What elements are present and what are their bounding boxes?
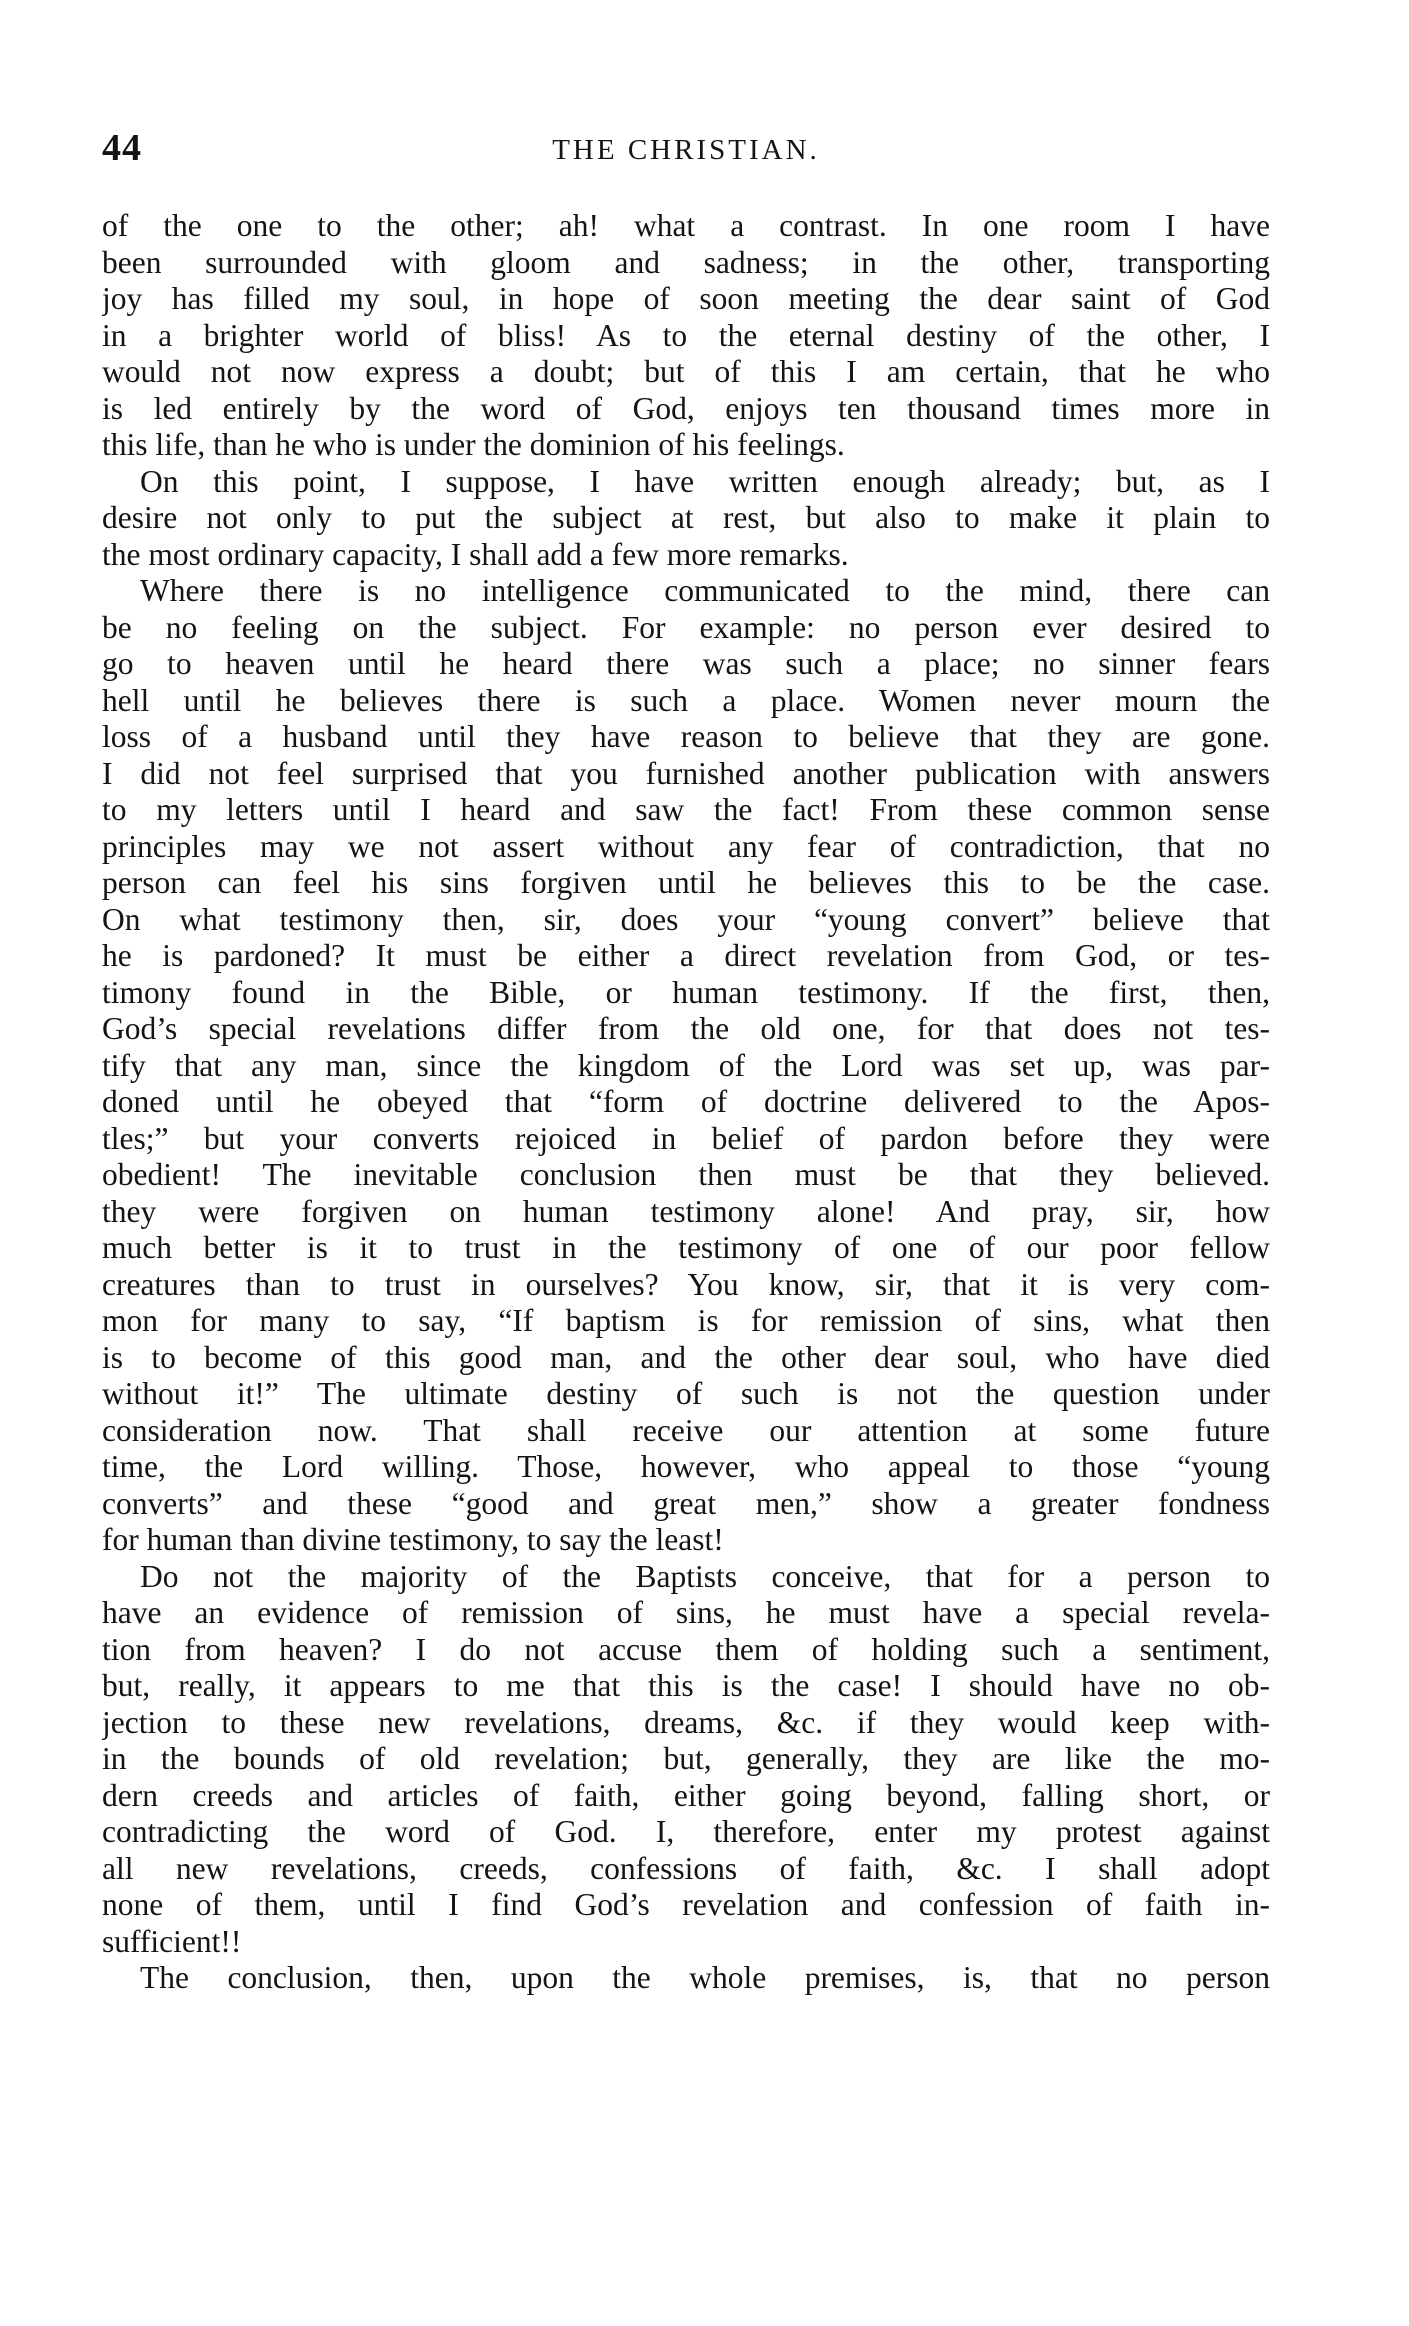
- paragraph-first-line: Do not the majority of the Baptists conceive, that for a person to: [140, 1558, 1270, 1594]
- text-line: hell until he believes there is such a place. Women never mourn the: [102, 682, 1270, 718]
- text-line: dern creeds and articles of faith, either going beyond, falling short, or: [102, 1777, 1270, 1813]
- body-text: [102, 208, 1270, 1997]
- text-line: he is pardoned? It must be either a direct revelation from God, or tes-: [102, 938, 1270, 973]
- text-line: sufficient!!: [102, 1923, 242, 1959]
- text-line: principles may we not assert without any fear of contradiction, that no: [102, 828, 1270, 864]
- paragraph-first-line: The conclusion, then, upon the whole premises, is, that no person: [140, 1960, 1270, 1995]
- text-line: the most ordinary capacity, I shall add a few more remarks.: [102, 536, 849, 572]
- text-line: but, really, it appears to me that this is the case! I should have no ob-: [102, 1668, 1270, 1703]
- text-line: doned until he obeyed that “form of doctrine delivered to the Apos-: [102, 1084, 1270, 1119]
- text-line: I did not feel surprised that you furnished another publication with answers: [102, 755, 1270, 791]
- text-line: time, the Lord willing. Those, however, who appeal to those “young: [102, 1449, 1270, 1484]
- text-line: this life, than he who is under the dominion of his feelings.: [102, 427, 845, 462]
- text-line: is to become of this good man, and the other dear soul, who have died: [102, 1339, 1270, 1375]
- text-line: tion from heaven? I do not accuse them of holding such a sentiment,: [102, 1631, 1270, 1667]
- text-line: go to heaven until he heard there was such a place; no sinner fears: [102, 646, 1270, 681]
- running-title: THE CHRISTIAN.: [552, 134, 820, 166]
- text-line: loss of a husband until they have reason to believe that they are gone.: [102, 719, 1270, 754]
- text-line: is led entirely by the word of God, enjoys ten thousand times more in: [102, 390, 1270, 426]
- text-line: would not now express a doubt; but of this I am certain, that he who: [102, 354, 1270, 389]
- text-line: obedient! The inevitable conclusion then must be that they believed.: [102, 1157, 1270, 1192]
- text-line: timony found in the Bible, or human testimony. If the first, then,: [102, 974, 1270, 1010]
- text-line: been surrounded with gloom and sadness; in the other, transporting: [102, 244, 1270, 280]
- text-line: joy has filled my soul, in hope of soon meeting the dear saint of God: [102, 281, 1270, 316]
- text-line: converts” and these “good and great men,” show a greater fondness: [102, 1485, 1270, 1521]
- page-header: [102, 126, 1270, 186]
- text-line: jection to these new revelations, dreams, &c. if they would keep with-: [102, 1704, 1270, 1740]
- text-line: all new revelations, creeds, confessions of faith, &c. I shall adopt: [102, 1850, 1270, 1886]
- paragraph-first-line: Where there is no intelligence communicated to the mind, there can: [140, 573, 1270, 608]
- text-line: contradicting the word of God. I, therefore, enter my protest against: [102, 1814, 1270, 1849]
- text-line: consideration now. That shall receive our attention at some future: [102, 1412, 1270, 1448]
- text-line: to my letters until I heard and saw the fact! From these common sense: [102, 792, 1270, 827]
- text-line: without it!” The ultimate destiny of such is not the question under: [102, 1376, 1270, 1411]
- text-line: for human than divine testimony, to say the least!: [102, 1522, 724, 1557]
- text-line: tles;” but your converts rejoiced in belief of pardon before they were: [102, 1120, 1270, 1156]
- text-line: have an evidence of remission of sins, he must have a special revela-: [102, 1595, 1270, 1630]
- text-line: in a brighter world of bliss! As to the eternal destiny of the other, I: [102, 317, 1270, 353]
- text-line: tify that any man, since the kingdom of the Lord was set up, was par-: [102, 1047, 1270, 1083]
- text-line: none of them, until I find God’s revelation and confession of faith in-: [102, 1887, 1270, 1922]
- text-line: much better is it to trust in the testimony of one of our poor fellow: [102, 1230, 1270, 1265]
- paragraph-first-line: On this point, I suppose, I have written enough already; but, as I: [140, 463, 1270, 499]
- text-line: in the bounds of old revelation; but, generally, they are like the mo-: [102, 1741, 1270, 1776]
- text-line: person can feel his sins forgiven until he believes this to be the case.: [102, 865, 1270, 900]
- text-line: mon for many to say, “If baptism is for remission of sins, what then: [102, 1303, 1270, 1338]
- text-line: desire not only to put the subject at rest, but also to make it plain to: [102, 500, 1270, 535]
- text-line: be no feeling on the subject. For example: no person ever desired to: [102, 609, 1270, 645]
- page-number: 44: [102, 127, 142, 169]
- text-line: On what testimony then, sir, does your “young convert” believe that: [102, 901, 1270, 937]
- text-line: they were forgiven on human testimony alone! And pray, sir, how: [102, 1193, 1270, 1229]
- text-line: creatures than to trust in ourselves? You know, sir, that it is very com-: [102, 1266, 1270, 1302]
- text-line: of the one to the other; ah! what a contrast. In one room I have: [102, 208, 1270, 243]
- text-line: God’s special revelations differ from the old one, for that does not tes-: [102, 1011, 1270, 1046]
